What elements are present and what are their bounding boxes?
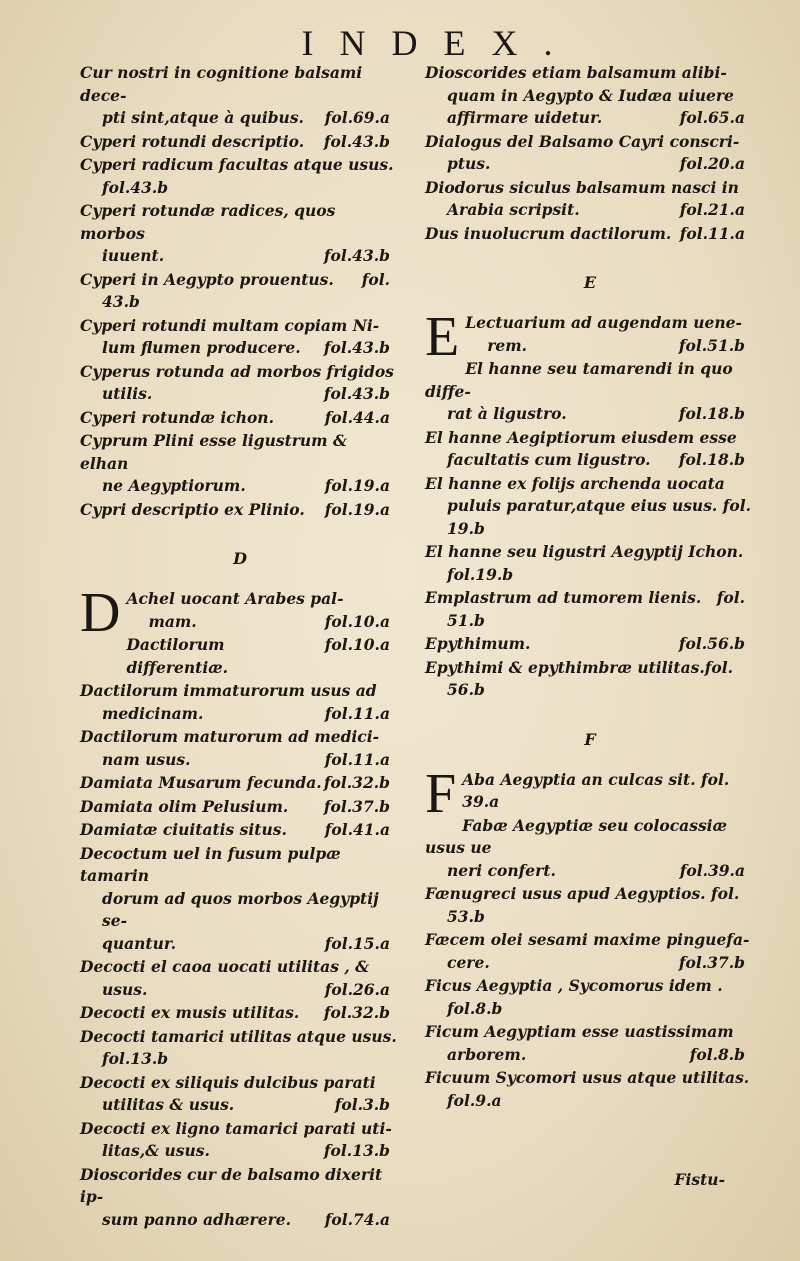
folio-reference: fol.26.a <box>324 979 390 999</box>
index-entry <box>425 358 755 426</box>
folio-reference: fol.11.a <box>324 749 390 769</box>
entry-line <box>80 475 400 498</box>
entry-line: El hanne Aegiptiorum eiusdem esse <box>425 427 737 447</box>
entry-line: Ficus Aegyptia , Sycomorus idem . <box>425 976 723 995</box>
entry-line: Ficuum Sycomori usus atque utilitas. <box>425 1068 750 1087</box>
section-letter: D <box>233 549 247 568</box>
index-entry <box>425 929 755 974</box>
entry-line <box>80 407 400 430</box>
entry-line <box>425 223 755 246</box>
index-entry <box>80 582 400 644</box>
entry-line: Decocti ex siliquis dulcibus parati <box>80 1072 376 1092</box>
folio-reference: fol.65.a <box>679 108 745 127</box>
entry-text: Epythimum. <box>425 634 531 653</box>
folio-reference: fol.51.b <box>678 335 745 355</box>
folio-reference: fol.43.b <box>323 338 390 357</box>
entry-text: Dactilorum differentiæ. <box>126 635 229 677</box>
index-entry <box>80 1026 400 1071</box>
entry-line: puluis paratur,atque eius usus. fol. <box>447 496 752 515</box>
drop-capital: D <box>80 582 121 644</box>
index-entry <box>425 473 755 541</box>
entry-line <box>80 1002 400 1025</box>
section-letter: F <box>584 729 596 749</box>
entry-text: Cypri descriptio ex Plinio. <box>80 499 305 519</box>
entry-text: ne Aegyptiorum. <box>102 476 246 495</box>
entry-line <box>80 107 400 130</box>
folio-reference: fol.44.a <box>324 407 390 427</box>
index-entry <box>80 796 400 819</box>
entry-line: Diodorus siculus balsamum nasci in <box>425 177 739 197</box>
entry-text: affirmare uidetur. <box>447 108 603 127</box>
entry-text: sum panno adhærere. <box>102 1209 291 1229</box>
entry-line: Dioscorides etiam balsamum alibi- <box>425 63 727 82</box>
folio-reference: fol.43.b <box>323 131 390 151</box>
index-entry <box>425 587 755 632</box>
folio-reference: fol.56.b <box>678 634 745 653</box>
entry-line <box>80 131 400 154</box>
folio-reference: fol.11.a <box>679 223 745 243</box>
entry-line: Fabæ Aegyptiæ seu colocassiæ usus ue <box>425 815 728 857</box>
entry-line <box>425 153 755 176</box>
entry-line <box>465 335 755 358</box>
index-entry <box>80 634 400 679</box>
folio-reference: fol. <box>716 588 745 607</box>
folio-reference: fol.8.b <box>447 998 503 1018</box>
entry-text: rat à ligustro. <box>447 404 567 423</box>
entry-line <box>80 819 400 842</box>
entry-line <box>425 1044 755 1067</box>
entry-line <box>425 403 755 426</box>
folio-reference: fol.19.b <box>447 564 514 584</box>
index-entry <box>425 975 755 1020</box>
folio-reference: fol.37.b <box>323 796 390 816</box>
folio-reference: fol.21.a <box>679 200 745 219</box>
entry-line <box>80 979 400 1002</box>
entry-text: Cyperi rotundi descriptio. <box>80 131 305 151</box>
entry-text: rem. <box>487 335 528 355</box>
entry-line <box>80 703 400 726</box>
entry-line <box>80 1094 400 1117</box>
entry-text: quantur. <box>102 933 176 953</box>
folio-reference: fol.41.a <box>324 820 390 839</box>
entry-line <box>80 269 400 292</box>
entry-text: Damiatæ ciuitatis situs. <box>80 820 287 839</box>
index-entry <box>80 62 400 130</box>
folio-reference: fol.10.a <box>324 635 390 654</box>
entry-line: El hanne seu ligustri Aegyptij Ichon. <box>425 542 744 561</box>
entry-text: pti sint,atque à quibus. <box>102 108 304 127</box>
folio-reference: 56.b <box>447 680 485 699</box>
drop-capital: E <box>425 306 460 368</box>
folio-reference: fol.43.b <box>323 246 390 265</box>
folio-reference: 51.b <box>447 610 485 630</box>
entry-line <box>425 449 755 472</box>
entry-line: El hanne seu tamarendi in quo diffe- <box>425 359 733 401</box>
folio-reference: fol.13.b <box>323 1141 390 1160</box>
entry-text: Decocti ex musis utilitas. <box>80 1003 300 1022</box>
entry-line <box>80 245 400 268</box>
entry-text: ptus. <box>447 154 491 173</box>
entry-text: facultatis cum ligustro. <box>447 450 651 469</box>
index-entry <box>80 1072 400 1117</box>
entry-line <box>80 772 400 795</box>
entry-line <box>80 1209 400 1232</box>
entry-text: lum flumen producere. <box>102 338 301 357</box>
index-entry <box>80 131 400 154</box>
index-entry <box>425 427 755 472</box>
entry-line: Cur nostri in cognitione balsami dece- <box>80 63 363 105</box>
entry-line: Cyperi radicum facultas atque usus. <box>80 155 394 174</box>
entry-text: nam usus. <box>102 749 191 769</box>
entry-line <box>425 199 755 222</box>
entry-line: Cyperus rotunda ad morbos frigidos <box>80 361 394 381</box>
folio-reference: fol.13.b <box>102 1049 169 1068</box>
page-header: INDEX. <box>301 23 579 63</box>
entry-line: Decocti ex ligno tamarici parati uti- <box>80 1118 392 1138</box>
entry-line: El hanne ex folijs archenda uocata <box>425 473 725 493</box>
entry-line: Decocti el caoa uocati utilitas , & <box>80 957 370 976</box>
right-column <box>425 62 755 1113</box>
index-entry <box>80 200 400 268</box>
entry-line <box>126 611 400 634</box>
entry-line: Epythimi & epythimbræ utilitas.fol. <box>425 657 734 677</box>
folio-reference: fol.43.b <box>102 177 169 197</box>
folio-reference: fol.8.b <box>689 1044 745 1064</box>
index-entry <box>80 1118 400 1163</box>
entry-line <box>425 860 755 883</box>
index-entry <box>425 306 755 368</box>
folio-reference: 39.a <box>462 792 500 811</box>
entry-text: utilitas & usus. <box>102 1095 235 1114</box>
index-entry <box>425 541 755 586</box>
index-entry <box>80 843 400 956</box>
folio-reference: fol.74.a <box>324 1209 390 1229</box>
index-entry <box>425 223 755 246</box>
entry-line: Cyperi rotundæ radices, quos morbos <box>80 201 336 243</box>
folio-reference: fol.10.a <box>324 611 390 631</box>
entry-line: Fæcem olei sesami maxime pinguefa- <box>425 930 750 949</box>
entry-line <box>425 107 755 130</box>
entry-text: medicinam. <box>102 703 204 723</box>
entry-text: usus. <box>102 979 148 999</box>
entry-line: Cyprum Plini esse ligustrum & elhan <box>80 431 347 473</box>
entry-line: Decoctum uel in fusum pulpæ tamarin <box>80 843 341 885</box>
folio-reference: fol.43.b <box>323 384 390 403</box>
entry-line: Ficum Aegyptiam esse uastissimam <box>425 1022 734 1041</box>
folio-reference: fol.32.b <box>323 1003 390 1022</box>
entry-line <box>80 933 400 956</box>
index-entry <box>80 680 400 725</box>
index-entry <box>80 1002 400 1025</box>
index-entry <box>425 657 755 702</box>
folio-reference: 43.b <box>102 292 140 311</box>
folio-reference: fol.3.b <box>334 1095 390 1114</box>
entry-line <box>80 499 400 522</box>
folio-reference: 53.b <box>447 906 485 926</box>
entry-line: Lectuarium ad augendam uene- <box>465 313 742 332</box>
section-letter: E <box>583 273 597 292</box>
folio-reference: fol.69.a <box>324 108 390 127</box>
entry-line: Fænugreci usus apud Aegyptios. fol. <box>425 884 740 903</box>
folio-reference: fol.18.b <box>678 404 745 423</box>
index-entry <box>80 315 400 360</box>
index-entry <box>80 430 400 498</box>
entry-line: Dactilorum immaturorum usus ad <box>80 681 377 700</box>
entry-text: litas,& usus. <box>102 1141 210 1160</box>
folio-reference: fol.39.a <box>679 860 745 880</box>
index-entry <box>80 772 400 795</box>
entry-line <box>126 634 400 679</box>
entry-line: Decocti tamarici utilitas atque usus. <box>80 1026 397 1046</box>
entry-text: neri confert. <box>447 860 556 880</box>
entry-line: Aba Aegyptia an culcas sit. fol. <box>462 769 730 789</box>
folio-reference: fol.15.a <box>324 933 390 953</box>
entry-text: mam. <box>148 611 197 631</box>
folio-reference: fol.20.a <box>679 154 745 173</box>
index-entry <box>425 62 755 130</box>
entry-line: Dialogus del Balsamo Cayri conscri- <box>425 131 740 151</box>
entry-text: Emplastrum ad tumorem lienis. <box>425 588 702 607</box>
entry-line: dorum ad quos morbos Aegyptij se- <box>102 888 379 930</box>
index-entry <box>425 883 755 928</box>
index-entry <box>425 633 755 656</box>
entry-line <box>80 749 400 772</box>
folio-reference: fol.11.a <box>324 703 390 723</box>
entry-line: Cyperi rotundi multam copiam Ni- <box>80 315 380 335</box>
index-entry <box>425 1067 755 1112</box>
index-entry <box>80 726 400 771</box>
entry-line: Dactilorum maturorum ad medici- <box>80 727 380 746</box>
entry-line <box>80 1140 400 1163</box>
index-entry <box>80 1164 400 1232</box>
folio-reference: fol.37.b <box>678 952 745 972</box>
index-entry <box>425 762 755 825</box>
index-entry <box>425 131 755 176</box>
folio-reference: fol.9.a <box>447 1090 502 1110</box>
entry-text: Arabia scripsit. <box>447 200 580 219</box>
index-entry <box>80 407 400 430</box>
entry-line <box>80 337 400 360</box>
index-entry <box>80 269 400 314</box>
entry-line <box>425 952 755 975</box>
entry-text: Damiata Musarum fecunda. <box>80 773 322 792</box>
entry-line <box>425 587 755 610</box>
folio-reference: fol. <box>361 269 390 289</box>
index-entry <box>425 177 755 222</box>
folio-reference: fol.18.b <box>678 450 745 469</box>
entry-line: Dioscorides cur de balsamo dixerit ip- <box>80 1164 383 1206</box>
entry-text: arborem. <box>447 1044 527 1064</box>
index-entry <box>425 1021 755 1066</box>
index-entry <box>80 361 400 406</box>
catchword: Fistu- <box>674 1170 725 1189</box>
index-entry <box>80 956 400 1001</box>
entry-text: iuuent. <box>102 246 165 265</box>
entry-text: Damiata olim Pelusium. <box>80 796 289 816</box>
entry-text: Cyperi in Aegypto prouentus. <box>80 269 334 289</box>
entry-text: Cyperi rotundæ ichon. <box>80 407 274 427</box>
entry-line: quam in Aegypto & Iudæa uiuere <box>447 85 734 105</box>
folio-reference: 19.b <box>447 518 485 538</box>
index-entry <box>80 499 400 522</box>
entry-line: Achel uocant Arabes pal- <box>126 589 344 608</box>
entry-line <box>80 383 400 406</box>
index-entry <box>80 154 400 199</box>
folio-reference: fol.19.a <box>324 499 390 519</box>
index-entry <box>425 815 755 883</box>
entry-text: utilis. <box>102 384 153 403</box>
entry-text: Dus inuolucrum dactilorum. <box>425 223 672 243</box>
entry-line <box>80 796 400 819</box>
drop-capital: F <box>425 762 457 825</box>
folio-reference: fol.32.b <box>323 773 390 792</box>
entry-line <box>425 633 755 656</box>
folio-reference: fol.19.a <box>324 476 390 495</box>
index-entry <box>80 819 400 842</box>
entry-text: cere. <box>447 952 490 972</box>
left-column <box>80 62 400 1232</box>
